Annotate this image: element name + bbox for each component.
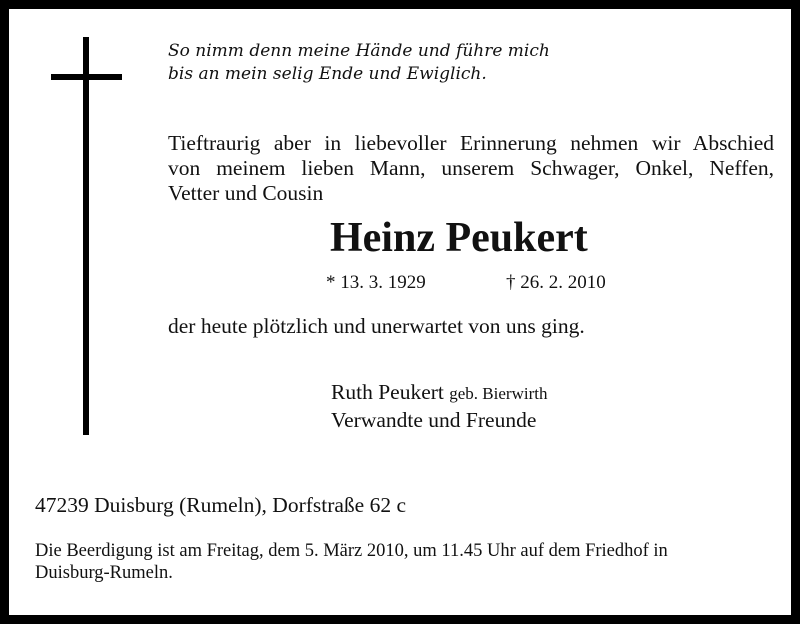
primary-mourner-maiden-name: geb. Bierwirth <box>449 384 548 403</box>
intro-text <box>168 131 774 206</box>
primary-mourner <box>331 379 547 407</box>
cross-icon-bar <box>51 74 122 80</box>
closing-text: der heute plötzlich und unerwartet von uns ging. <box>168 314 585 338</box>
other-mourners: Verwandte und Freunde <box>331 408 537 432</box>
primary-mourner-name: Ruth Peukert <box>331 380 444 404</box>
intro-line: von meinem lieben Mann, unserem Schwager, Onkel, Neffen, <box>168 156 774 180</box>
birth-date: * 13. 3. 1929 <box>326 272 426 293</box>
deceased-name: Heinz Peukert <box>330 215 588 261</box>
address: 47239 Duisburg (Rumeln), Dorfstraße 62 c <box>35 493 407 517</box>
verse <box>168 40 728 86</box>
funeral-line: Duisburg-Rumeln. <box>35 563 173 583</box>
death-date: † 26. 2. 2010 <box>506 272 606 293</box>
intro-line: Vetter und Cousin <box>168 181 324 205</box>
cross-icon <box>83 37 89 435</box>
funeral-line: Die Beerdigung ist am Freitag, dem 5. März 2010, um 11.45 Uhr auf dem Friedhof in <box>35 541 668 561</box>
verse-line: So nimm denn meine Hände und führe mich <box>168 41 550 61</box>
intro-line: Tieftraurig aber in liebevoller Erinnerung nehmen wir Abschied <box>168 131 774 155</box>
verse-line: bis an mein selig Ende und Ewiglich. <box>168 64 487 84</box>
funeral-info <box>35 540 775 584</box>
mourners <box>331 379 547 434</box>
